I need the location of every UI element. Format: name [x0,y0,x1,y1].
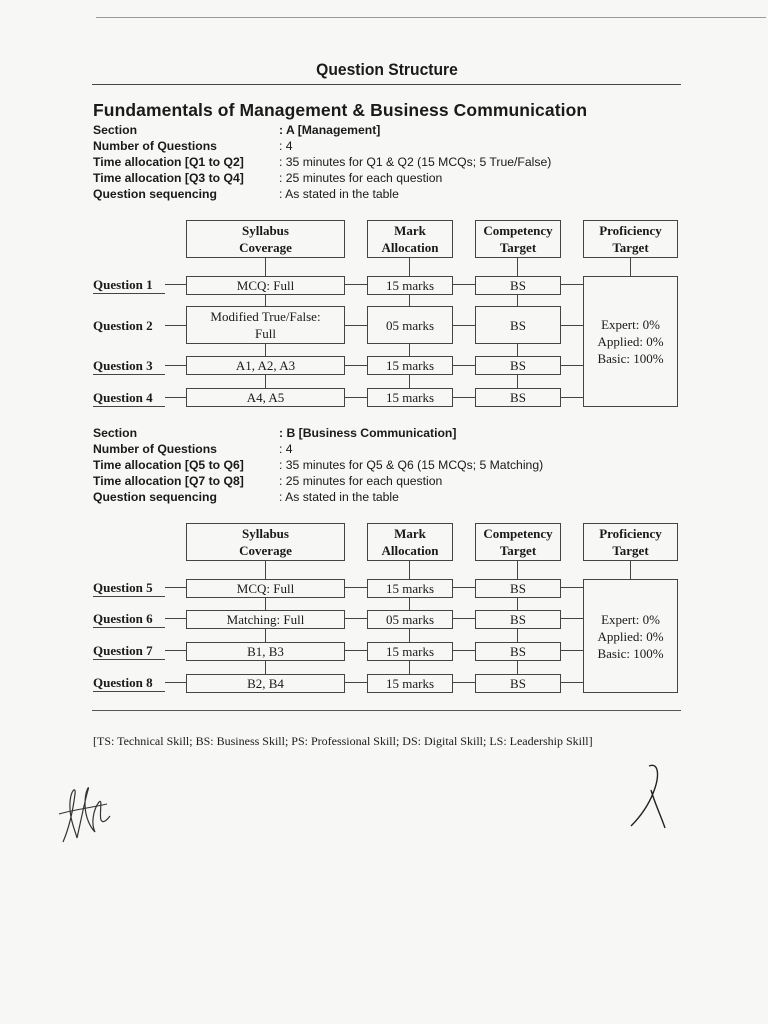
question-underline [93,406,165,407]
connector-line [165,284,186,285]
section-b-info [93,425,693,505]
competency-cell: BS [475,276,561,295]
connector-line [517,629,518,642]
competency-cell: BS [475,610,561,629]
marks-cell: 05 marks [367,610,453,629]
marks-cell: 15 marks [367,276,453,295]
syllabus-cell: MCQ: Full [186,276,345,295]
connector-line [345,618,367,619]
connector-line [165,650,186,651]
title-underline [92,84,681,85]
connector-line [453,284,475,285]
connector-line [265,561,266,579]
question-underline [93,596,165,597]
info-row [93,473,693,489]
marks-cell: 15 marks [367,579,453,598]
info-label: Time allocation [Q1 to Q2] [93,155,244,169]
info-row [93,154,693,170]
syllabus-cell: B1, B3 [186,642,345,661]
syllabus-cell: MCQ: Full [186,579,345,598]
connector-line [517,661,518,674]
question-underline [93,691,165,692]
connector-line [265,344,266,356]
info-label: Number of Questions [93,139,217,153]
info-value: : As stated in the table [279,187,399,201]
info-row [93,489,693,505]
competency-cell: BS [475,306,561,344]
connector-line [265,258,266,276]
info-value: : A [Management] [279,123,381,137]
connector-line [265,661,266,674]
connector-line [561,325,583,326]
connector-line [517,295,518,306]
connector-line [345,365,367,366]
question-label: Question 1 [93,277,153,292]
connector-line [561,650,583,651]
connector-line [345,325,367,326]
header-proficiency-target: Proficiency Target [583,220,678,258]
syllabus-cell: B2, B4 [186,674,345,693]
connector-line [453,365,475,366]
question-underline [93,627,165,628]
info-value: : 4 [279,442,293,456]
top-scan-rule [96,17,766,18]
header-proficiency-target: Proficiency Target [583,523,678,561]
connector-line [409,295,410,306]
right-signature-mark [625,760,670,832]
connector-line [561,284,583,285]
connector-line [453,682,475,683]
syllabus-cell: Matching: Full [186,610,345,629]
info-label: Section [93,426,138,440]
connector-line [409,598,410,610]
connector-line [265,598,266,610]
connector-line [561,397,583,398]
info-label: Question sequencing [93,490,217,504]
connector-line [453,397,475,398]
syllabus-cell: Modified True/False: Full [186,306,345,344]
connector-line [165,325,186,326]
competency-cell: BS [475,388,561,407]
info-value: : As stated in the table [279,490,399,504]
competency-cell: BS [475,674,561,693]
competency-cell: BS [475,642,561,661]
connector-line [165,618,186,619]
info-value: : B [Business Communication] [279,426,457,440]
section-a-info [93,122,693,202]
connector-line [409,629,410,642]
connector-line [561,618,583,619]
connector-line [165,365,186,366]
header-competency-target: Competency Target [475,523,561,561]
connector-line [517,561,518,579]
info-label: Section [93,123,138,137]
connector-line [165,587,186,588]
connector-line [265,375,266,388]
connector-line [561,587,583,588]
marks-cell: 05 marks [367,306,453,344]
question-label: Question 3 [93,358,153,373]
connector-line [409,661,410,674]
connector-line [345,284,367,285]
header-mark-allocation: Mark Allocation [367,523,453,561]
left-signature-mark [55,780,115,850]
connector-line [265,295,266,306]
connector-line [630,561,631,579]
question-label: Question 2 [93,318,153,333]
connector-line [409,375,410,388]
info-row [93,457,693,473]
connector-line [345,397,367,398]
info-row [93,170,693,186]
syllabus-cell: A4, A5 [186,388,345,407]
info-value: : 25 minutes for each question [279,171,443,185]
info-row [93,441,693,457]
bottom-rule [92,710,681,711]
connector-line [517,344,518,356]
header-mark-allocation: Mark Allocation [367,220,453,258]
connector-line [453,325,475,326]
connector-line [345,682,367,683]
connector-line [345,650,367,651]
question-label: Question 4 [93,390,153,405]
header-syllabus-coverage: Syllabus Coverage [186,523,345,561]
proficiency-cell: Expert: 0% Applied: 0% Basic: 100% [583,276,678,407]
connector-line [165,682,186,683]
connector-line [453,587,475,588]
connector-line [409,561,410,579]
competency-cell: BS [475,579,561,598]
connector-line [517,598,518,610]
info-value: : 4 [279,139,293,153]
question-label: Question 6 [93,611,153,626]
connector-line [561,365,583,366]
competency-cell: BS [475,356,561,375]
info-label: Time allocation [Q5 to Q6] [93,458,244,472]
header-syllabus-coverage: Syllabus Coverage [186,220,345,258]
info-value: : 25 minutes for each question [279,474,443,488]
marks-cell: 15 marks [367,388,453,407]
info-value: : 35 minutes for Q5 & Q6 (15 MCQs; 5 Matching) [279,458,544,472]
question-underline [93,293,165,294]
connector-line [517,258,518,276]
question-underline [93,374,165,375]
connector-line [561,682,583,683]
question-underline [93,659,165,660]
info-label: Question sequencing [93,187,217,201]
page-title: Question Structure [316,60,458,79]
question-label: Question 8 [93,675,153,690]
connector-line [265,629,266,642]
question-label: Question 5 [93,580,153,595]
info-value: : 35 minutes for Q1 & Q2 (15 MCQs; 5 True/False) [279,155,552,169]
marks-cell: 15 marks [367,674,453,693]
info-label: Number of Questions [93,442,217,456]
proficiency-cell: Expert: 0% Applied: 0% Basic: 100% [583,579,678,693]
header-competency-target: Competency Target [475,220,561,258]
info-row [93,186,693,202]
info-label: Time allocation [Q7 to Q8] [93,474,244,488]
connector-line [409,258,410,276]
document-heading: Fundamentals of Management & Business Communication [93,100,588,120]
info-row [93,425,693,441]
connector-line [409,344,410,356]
info-row [93,138,693,154]
question-label: Question 7 [93,643,153,658]
info-label: Time allocation [Q3 to Q4] [93,171,244,185]
info-row [93,122,693,138]
connector-line [453,618,475,619]
connector-line [453,650,475,651]
footnote-legend: [TS: Technical Skill; BS: Business Skill; PS: Professional Skill; DS: Digital Skill; LS: Leadership Skill] [93,734,593,748]
connector-line [630,258,631,276]
syllabus-cell: A1, A2, A3 [186,356,345,375]
connector-line [165,397,186,398]
connector-line [517,375,518,388]
connector-line [345,587,367,588]
marks-cell: 15 marks [367,642,453,661]
marks-cell: 15 marks [367,356,453,375]
